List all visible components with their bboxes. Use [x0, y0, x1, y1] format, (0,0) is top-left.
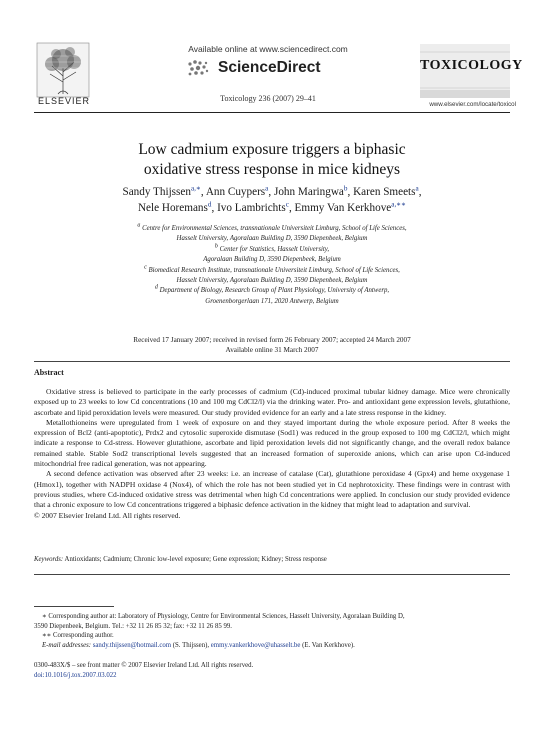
- abstract-paragraph-2: Metallothioneins were upregulated from 1 week of exposure on and they stayed important during the whole exposure period. After 8 weeks the expression of Bcl2 (anti-apoptotic), Prdx2 and cytosolic superoxide dismutase (Sod1) was reduced in the group exposed to 100 mg CdCl2/l, which might indicate a response to Cd-stress. However glutathione, ascorbate and lipid peroxidation levels did not significantly change, and the overall redox balance remained stable. Stable Sod2 transcriptional levels suggested that an increased formation of superoxide anions, which can arise upon Cd-induced mitochondrial free radical generation, was not appearing.: [34, 417, 510, 469]
- author-affiliation-mark[interactable]: a,∗: [190, 184, 201, 193]
- abstract-copyright: © 2007 Elsevier Ireland Ltd. All rights reserved.: [34, 510, 181, 520]
- sciencedirect-wordmark: ScienceDirect: [218, 59, 321, 76]
- received-dates: Received 17 January 2007; received in revised form 26 February 2007; accepted 24 March 2007: [133, 336, 411, 344]
- article-title: [60, 140, 484, 180]
- author-affiliation-mark[interactable]: d: [207, 200, 212, 209]
- header-rule: [34, 112, 510, 113]
- author-name[interactable]: Ann Cuypers: [205, 186, 266, 198]
- affiliation-text: Agoralaan Building D, 3590 Diepenbeek, Belgium: [203, 256, 341, 264]
- author-name[interactable]: John Maringwa: [273, 186, 344, 198]
- author-name[interactable]: Karen Smeets: [353, 186, 416, 198]
- keywords-list: Antioxidants; Cadmium; Chronic low-level exposure; Gene expression; Kidney; Stress response: [64, 556, 327, 563]
- journal-name: TOXICOLOGY: [420, 58, 523, 73]
- keywords-line: [34, 556, 510, 563]
- corresponding-author-2: ∗∗ Corresponding author.: [42, 632, 114, 640]
- abstract-body: [34, 387, 510, 521]
- affiliation-text: Hasselt University, Agoralaan Building D, 3590 Diepenbeek, Belgium: [176, 277, 368, 285]
- email-label: E-mail addresses:: [42, 641, 92, 649]
- affiliation-a: [70, 224, 474, 234]
- email-addresses: [34, 641, 510, 651]
- author-affiliation-mark[interactable]: a: [415, 184, 419, 193]
- footnotes: [34, 612, 510, 650]
- affiliation-text: Groenenborgerlaan 171, 2020 Antwerp, Belgium: [205, 297, 339, 305]
- title-line-1: Low cadmium exposure triggers a biphasic: [138, 141, 406, 158]
- footnote-rule: [34, 606, 114, 607]
- affiliation-text: Centre for Environmental Sciences, transnationale Universiteit Limburg, School of Life Sciences,: [142, 225, 407, 232]
- keywords-bottom-rule: [34, 574, 510, 575]
- available-online-line[interactable]: Available online at www.sciencedirect.com: [188, 44, 348, 54]
- sciencedirect-dots-icon: [186, 58, 212, 78]
- affiliations: [70, 224, 474, 307]
- affiliation-text: Center for Statistics, Hasselt University,: [219, 245, 330, 253]
- author-name[interactable]: Sandy Thijssen: [122, 186, 191, 198]
- affiliation-b: [70, 245, 474, 255]
- author-affiliation-mark[interactable]: c: [285, 200, 289, 209]
- email-link-van-kerkhove[interactable]: emmy.vankerkhove@uhasselt.be: [210, 641, 301, 649]
- doi-link[interactable]: doi:10.1016/j.tox.2007.03.022: [34, 671, 117, 679]
- author-name[interactable]: Emmy Van Kerkhove: [294, 202, 392, 214]
- affiliation-text: Biomedical Research Institute, transnationale Universiteit Limburg, School of Life Sciences,: [148, 266, 400, 274]
- publisher-name: ELSEVIER: [37, 96, 91, 106]
- affiliation-mark: a: [137, 222, 141, 229]
- title-line-2: oxidative stress response in mice kidneys: [143, 161, 401, 178]
- affiliation-mark: b: [214, 243, 218, 250]
- email-owner: (E. Van Kerkhove).: [300, 641, 355, 649]
- affiliation-mark: c: [144, 264, 147, 271]
- abstract-top-rule: [34, 361, 510, 362]
- elsevier-tree-logo: [36, 42, 90, 98]
- affiliation-c: [70, 266, 474, 276]
- affiliation-text: Department of Biology, Research Group of Plant Physiology, University of Antwerp,: [159, 287, 390, 295]
- abstract-paragraph-1: Oxidative stress is believed to participate in the early processes of cadmium (Cd)-induced proximal tubular kidney damage. Mice were chronically exposed up to 23 weeks to low Cd concentrations (10 and 100 mg CdCl2/l) via the drinking water. Pro- and antioxidant gene expression levels, glutathione, ascorbate and lipid peroxidation levels were measured. Our study provided evidence for an early and a late stress response in the kidney.: [34, 387, 510, 417]
- affiliation-mark: d: [154, 285, 158, 292]
- abstract-paragraph-3: A second defence activation was observed after 23 weeks: i.e. an increase of catalase (Cat), glutathione peroxidase 4 (Gpx4) and heme oxygenase 1 (Hmox1), together with NADPH oxidase 4 (Nox4), of which the role has not been studied yet in Cd nephrotoxicity. These findings were in contrast with previous studies, where Cd-induced oxidative stress was detrimental when high Cd concentrations were applied. In conclusion our study provided evidence that a chronic exposure to low Cd concentrations triggered a biphasic defence activation in the kidney that might lead to adaptation and survival.: [34, 469, 510, 510]
- author-affiliation-mark[interactable]: a,∗∗: [391, 200, 407, 209]
- affiliation-d: [70, 286, 474, 296]
- article-dates: [60, 335, 484, 355]
- journal-reference: Toxicology 236 (2007) 29–41: [220, 94, 316, 103]
- abstract-heading: Abstract: [34, 368, 64, 377]
- author-line-2: Nele Horemans$^d$, Ivo Lambrichts$^c$, Emmy Van Kerkhove$^{a,∗∗}$: [137, 200, 407, 214]
- journal-url-link[interactable]: www.elsevier.com/locate/toxicol: [429, 101, 516, 108]
- author-affiliation-mark[interactable]: b: [343, 184, 348, 193]
- online-date: Available online 31 March 2007: [225, 346, 319, 354]
- corresponding-author-1: ∗ Corresponding author at: Laboratory of Physiology, Centre for Environmental Sciences, Hasselt University, Agoralaan Building D,: [42, 613, 405, 620]
- keywords-label: Keywords:: [34, 556, 64, 563]
- author-name[interactable]: Nele Horemans: [137, 202, 208, 214]
- front-matter-info: [34, 661, 510, 680]
- author-line-1: Sandy Thijssen$^{a,∗}$, Ann Cuypers$^a$, John Maringwa$^b$, Karen Smeets$^a$,: [122, 184, 422, 198]
- author-list: [40, 184, 504, 216]
- email-link-thijssen[interactable]: sandy.thijssen@hotmail.com: [92, 641, 172, 649]
- email-owner: (S. Thijssen),: [171, 641, 211, 649]
- author-name[interactable]: Ivo Lambrichts: [217, 202, 286, 214]
- author-affiliation-mark[interactable]: a: [265, 184, 269, 193]
- sciencedirect-logo[interactable]: [186, 56, 386, 80]
- issn-line: 0300-483X/$ – see front matter © 2007 Elsevier Ireland Ltd. All rights reserved.: [34, 662, 254, 669]
- affiliation-text: Hasselt University, Agoralaan Building D, 3590 Diepenbeek, Belgium: [176, 235, 368, 243]
- corresponding-author-1-contact: 3590 Diepenbeek, Belgium. Tel.: +32 11 26 85 32; fax: +32 11 26 85 99.: [34, 622, 232, 630]
